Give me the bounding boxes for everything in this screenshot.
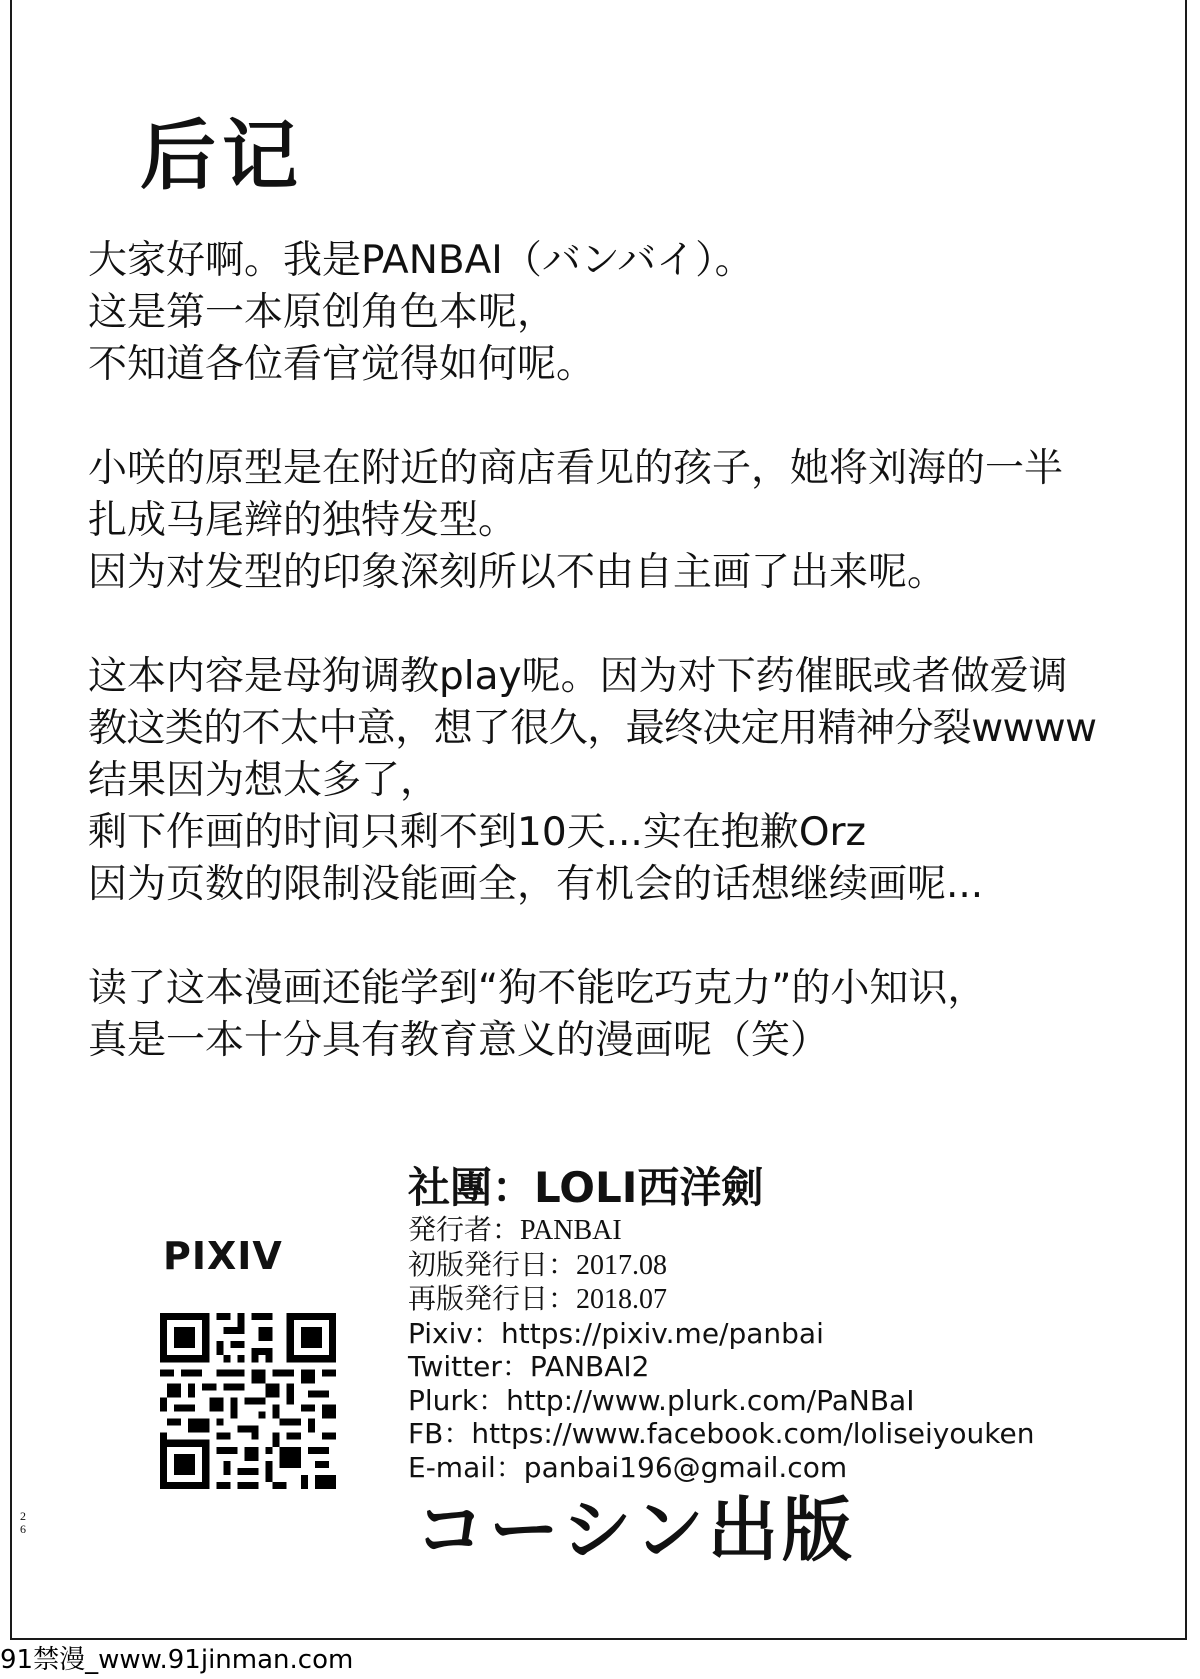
text-line: 小咲的原型是在附近的商店看见的孩子，她将刘海的一半 bbox=[88, 446, 1064, 491]
credit-label: 発行者： bbox=[408, 1213, 521, 1246]
credit-label: FB： bbox=[408, 1417, 472, 1450]
publisher-name: コーシン出版 bbox=[415, 1488, 856, 1571]
text-line: 剩下作画的时间只剩不到10天...实在抱歉Orz bbox=[88, 810, 867, 855]
circle-name: 社團：LOLI西洋劍 bbox=[408, 1163, 764, 1212]
credit-value: https://www.facebook.com/loliseiyouken bbox=[471, 1417, 1035, 1450]
credit-twitter bbox=[408, 1350, 1034, 1384]
credit-label: Twitter： bbox=[408, 1350, 530, 1383]
page-number-digit: 6 bbox=[20, 1522, 26, 1536]
credit-label: E-mail： bbox=[408, 1450, 524, 1484]
credit-label: Pixiv： bbox=[408, 1316, 501, 1350]
text-line: 这是第一本原创角色本呢， bbox=[88, 290, 557, 335]
credit-first-edition bbox=[408, 1248, 1034, 1283]
credits-block bbox=[408, 1213, 1034, 1484]
credit-value: https://pixiv.me/panbai bbox=[500, 1316, 824, 1350]
page-number-digit: 2 bbox=[20, 1509, 26, 1523]
credit-value: http://www.plurk.com/PaNBaI bbox=[506, 1383, 915, 1417]
credit-email bbox=[408, 1451, 1034, 1485]
credit-pixiv bbox=[408, 1317, 1034, 1351]
afterword-body bbox=[88, 235, 1148, 1119]
text-line: 真是一本十分具有教育意义的漫画呢（笑） bbox=[88, 1018, 830, 1063]
credit-value: 2018.07 bbox=[576, 1284, 668, 1315]
text-line: 因为对发型的印象深刻所以不由自主画了出来呢。 bbox=[88, 550, 947, 595]
paragraph bbox=[88, 443, 1148, 599]
text-line: 大家好啊。我是PANBAI（バンバイ）。 bbox=[88, 238, 754, 283]
site-watermark: 91禁漫_www.91jinman.com bbox=[0, 1645, 354, 1675]
credit-value: 2017.08 bbox=[576, 1249, 668, 1281]
credit-plurk bbox=[408, 1384, 1034, 1418]
text-line: 扎成马尾辫的独特发型。 bbox=[88, 498, 518, 543]
credit-facebook bbox=[408, 1417, 1034, 1451]
page-title: 后记 bbox=[140, 111, 304, 200]
text-line: 读了这本漫画还能学到“狗不能吃巧克力”的小知识， bbox=[88, 966, 987, 1011]
text-line: 结果因为想太多了， bbox=[88, 758, 440, 803]
paragraph bbox=[88, 235, 1148, 391]
paragraph bbox=[88, 963, 1148, 1067]
text-line: 教这类的不太中意，想了很久，最终决定用精神分裂wwww bbox=[88, 706, 1097, 751]
credit-value: panbai196@gmail.com bbox=[523, 1450, 848, 1484]
credit-label: 再版発行日： bbox=[408, 1282, 577, 1315]
qr-code-icon bbox=[160, 1313, 336, 1489]
text-line: 不知道各位看官觉得如何呢。 bbox=[88, 342, 596, 387]
credit-reprint-edition bbox=[408, 1282, 1034, 1317]
pixiv-label: PIXIV bbox=[163, 1234, 283, 1278]
text-line: 这本内容是母狗调教play呢。因为对下药催眠或者做爱调 bbox=[88, 654, 1068, 699]
text-line: 因为页数的限制没能画全，有机会的话想继续画呢... bbox=[88, 862, 984, 907]
credit-value: PANBAI bbox=[520, 1215, 622, 1246]
paragraph bbox=[88, 651, 1148, 911]
credit-label: Plurk： bbox=[408, 1383, 507, 1417]
credit-label: 初版発行日： bbox=[408, 1247, 577, 1281]
credit-publisher bbox=[408, 1213, 1034, 1248]
credit-value: PANBAI2 bbox=[529, 1350, 650, 1383]
page-number bbox=[18, 1510, 28, 1536]
